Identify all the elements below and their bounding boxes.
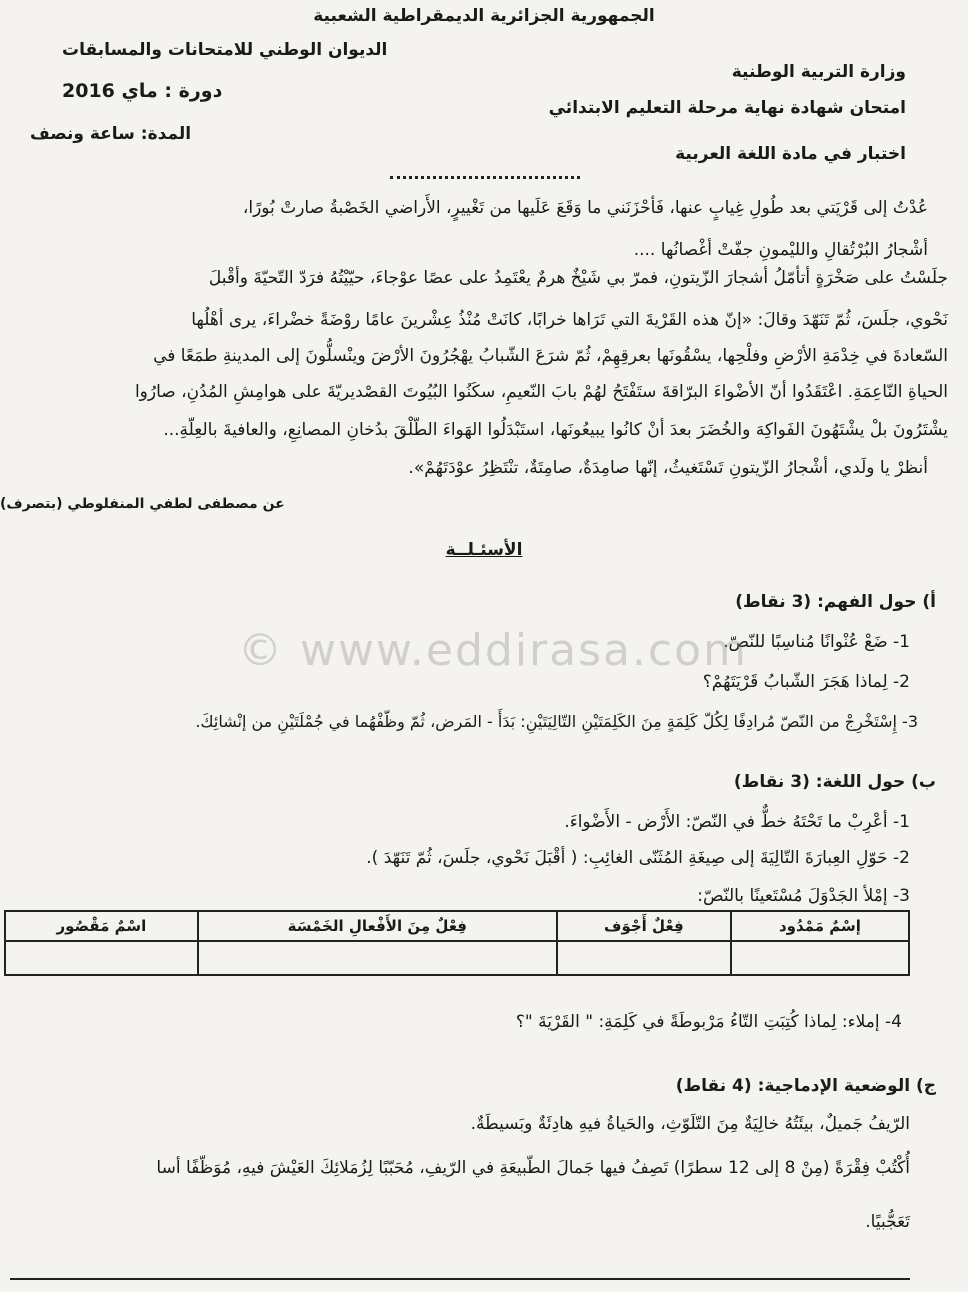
question-item: 2- حَوّلِ العِبارَةَ التّالِيَةَ إلى صِيغَةِ المُثَنّى الغائِبِ: ( أقْبَلَ نَحْوي، جلَسَ، ثُمّ تَنَهّدَ ). <box>366 848 910 868</box>
session-label: دورة : ماي 2016 <box>62 80 223 102</box>
republic-title: الجمهورية الجزائرية الديمقراطية الشعبية <box>313 6 655 26</box>
text-line: نَحْوي، جلَسَ، ثُمّ تَنَهّدَ وقالَ: «إنّ هذه القَرْيةَ التي تَرَاها خرابًا، كانَتْ مُنْذُ عِشْرينَ عامًا روْضَةً خضْراءَ، يرى أهْلُها <box>191 310 948 330</box>
table-header: إسْمٌ مَمْدُود <box>731 911 909 941</box>
question-item: 1- ضَعْ عُنْوانًا مُناسِبًا للنّصّ. <box>723 632 910 652</box>
text-line: الحياةِ النّاعِمَةِ. اعْتَقَدُوا أنّ الأضْواءَ البرّاقةَ ستَفْتَحُ لهُمْ بابَ النّعيمِ، سكَنُوا البُيُوتَ القصْديريّةَ على هوامِشِ المُدُنِ، صارُوا <box>134 382 948 402</box>
ministry-label: وزارة التربية الوطنية <box>731 62 906 82</box>
table-cell <box>731 941 909 975</box>
duration-label: المدة: ساعة ونصف <box>30 124 192 144</box>
text-line: أشْجارُ البُرْتُقالِ والليْمونِ جفّتْ أغْصانُها .... <box>633 240 928 260</box>
section-integration: ج) الوضعية الإدماجية: (4 نقاط) <box>675 1076 936 1096</box>
separator-dots <box>390 176 580 179</box>
table-cell <box>198 941 557 975</box>
footer-rule <box>10 1278 910 1280</box>
subject-label: اختبار في مادة اللغة العربية <box>675 144 906 164</box>
table-header: فِعْلٌ مِنَ الأَفْعالِ الخَمْسَة <box>198 911 557 941</box>
text-line: يشْتَرُونَ بلْ يشْتَهُونَ الفَواكِهَ والخُضَرَ بعدَ أنْ كانُوا يبيعُونَها، استَبْدَلُوا الهَواءَ الطّلْقَ بدُخانِ المصانِعِ، والعافيةَ بالعِلّةِ... <box>163 420 948 440</box>
question-item: 2- لِماذا هَجَرَ الشّبابُ قَرْيَتَهُمْ؟ <box>702 672 910 692</box>
watermark: © www.eddirasa.com <box>238 625 748 676</box>
prompt-text: تَعَجُّبيًا. <box>865 1212 910 1232</box>
section-comprehension: أ) حول الفهم: (3 نقاط) <box>735 592 936 612</box>
question-item: 3- إِسْتَخْرِجْ من النّصّ مُرادِفًا لِكُلّ كَلِمَةٍ مِنَ الكَلِمَتَيْنِ التّالِيَتَيْنِ: بَدَأَ - المَرض، ثُمّ وظّفْهُما في جُمْلَتَيْنِ من إنْشائِكَ. <box>195 712 918 731</box>
question-item: 4- إملاء: لِماذا كُتِبَتِ التّاءُ مَرْبوطَةً في كَلِمَةِ: " القَرْيَةَ "؟ <box>515 1012 902 1032</box>
question-item: 3- إمْلأ الجَدْوَلَ مُسْتَعينًا بالنّصّ: <box>697 886 910 906</box>
table-cell <box>5 941 198 975</box>
text-line: عُدْتُ إلى قَرْيَتي بعد طُولِ غِيابٍ عنها، فَأحْزَنَني ما وَقَعَ عَلَيها من تَغْييرٍ، الأَراضي الخَصْبةُ صارتْ بُورًا، <box>242 198 928 218</box>
table-header: فِعْلٌ أَجْوَف <box>557 911 731 941</box>
prompt-text: الرّيفُ جَميلٌ، بيئَتُهُ خالِيَةٌ مِنَ التّلَوّثِ، والحَياةُ فيهِ هادِئَةٌ وبَسيطَةٌ. <box>470 1114 910 1134</box>
table-header: اسْمٌ مَقْصُور <box>5 911 198 941</box>
prompt-text: أُكْتُبْ فِقْرَةً (مِنْ 8 إلى 12 سطرًا) تَصِفُ فيها جَمالَ الطّبيعَةِ في الرّيفِ، مُحَبّبًا لِزُمَلائِكَ العَيْشَ فيهِ، مُوَظّفًا أسا <box>156 1158 910 1178</box>
author-credit: عن مصطفى لطفي المنفلوطي (بتصرف) <box>0 496 285 512</box>
section-language: ب) حول اللغة: (3 نقاط) <box>733 772 936 792</box>
office-label: الديوان الوطني للامتحانات والمسابقات <box>62 40 388 60</box>
text-line: جلَسْتُ على صَخْرَةٍ أتأمّلُ أشجارَ الزّيتونِ، فمرّ بي شَيْخٌ هرمٌ يعْتَمِدُ على عصًا عوْجاءَ، حيّيْتُهُ فرَدّ التّحيّةَ وأقْبلَ <box>208 268 948 288</box>
text-line: أنظرْ يا ولَدي، أشْجارُ الزّيتونِ تَسْتَغيثُ، إنّها صامِدَةٌ، صامِتَةٌ، تنْتَظِرُ عوْدَتَهُمْ». <box>408 458 928 478</box>
table-cell <box>557 941 731 975</box>
fill-table <box>4 910 910 976</box>
exam-label: امتحان شهادة نهاية مرحلة التعليم الابتدائي <box>548 98 906 118</box>
questions-heading: الأسئـلــة <box>445 540 523 560</box>
question-item: 1- أعْرِبْ ما تَحْتَهُ خطٌّ في النّصّ: الأَرْض - الأَضْواءَ. <box>564 812 910 832</box>
text-line: السّعادةَ في خِدْمَةِ الأرْضِ وفلْحِها، يسْقُونَها بعرقِهِمْ، ثُمّ شرَعَ الشّبابُ يهْجُرُونَ الأرْضَ وينْسلُّونَ إلى المدينةِ طمَعًا في <box>153 346 948 366</box>
